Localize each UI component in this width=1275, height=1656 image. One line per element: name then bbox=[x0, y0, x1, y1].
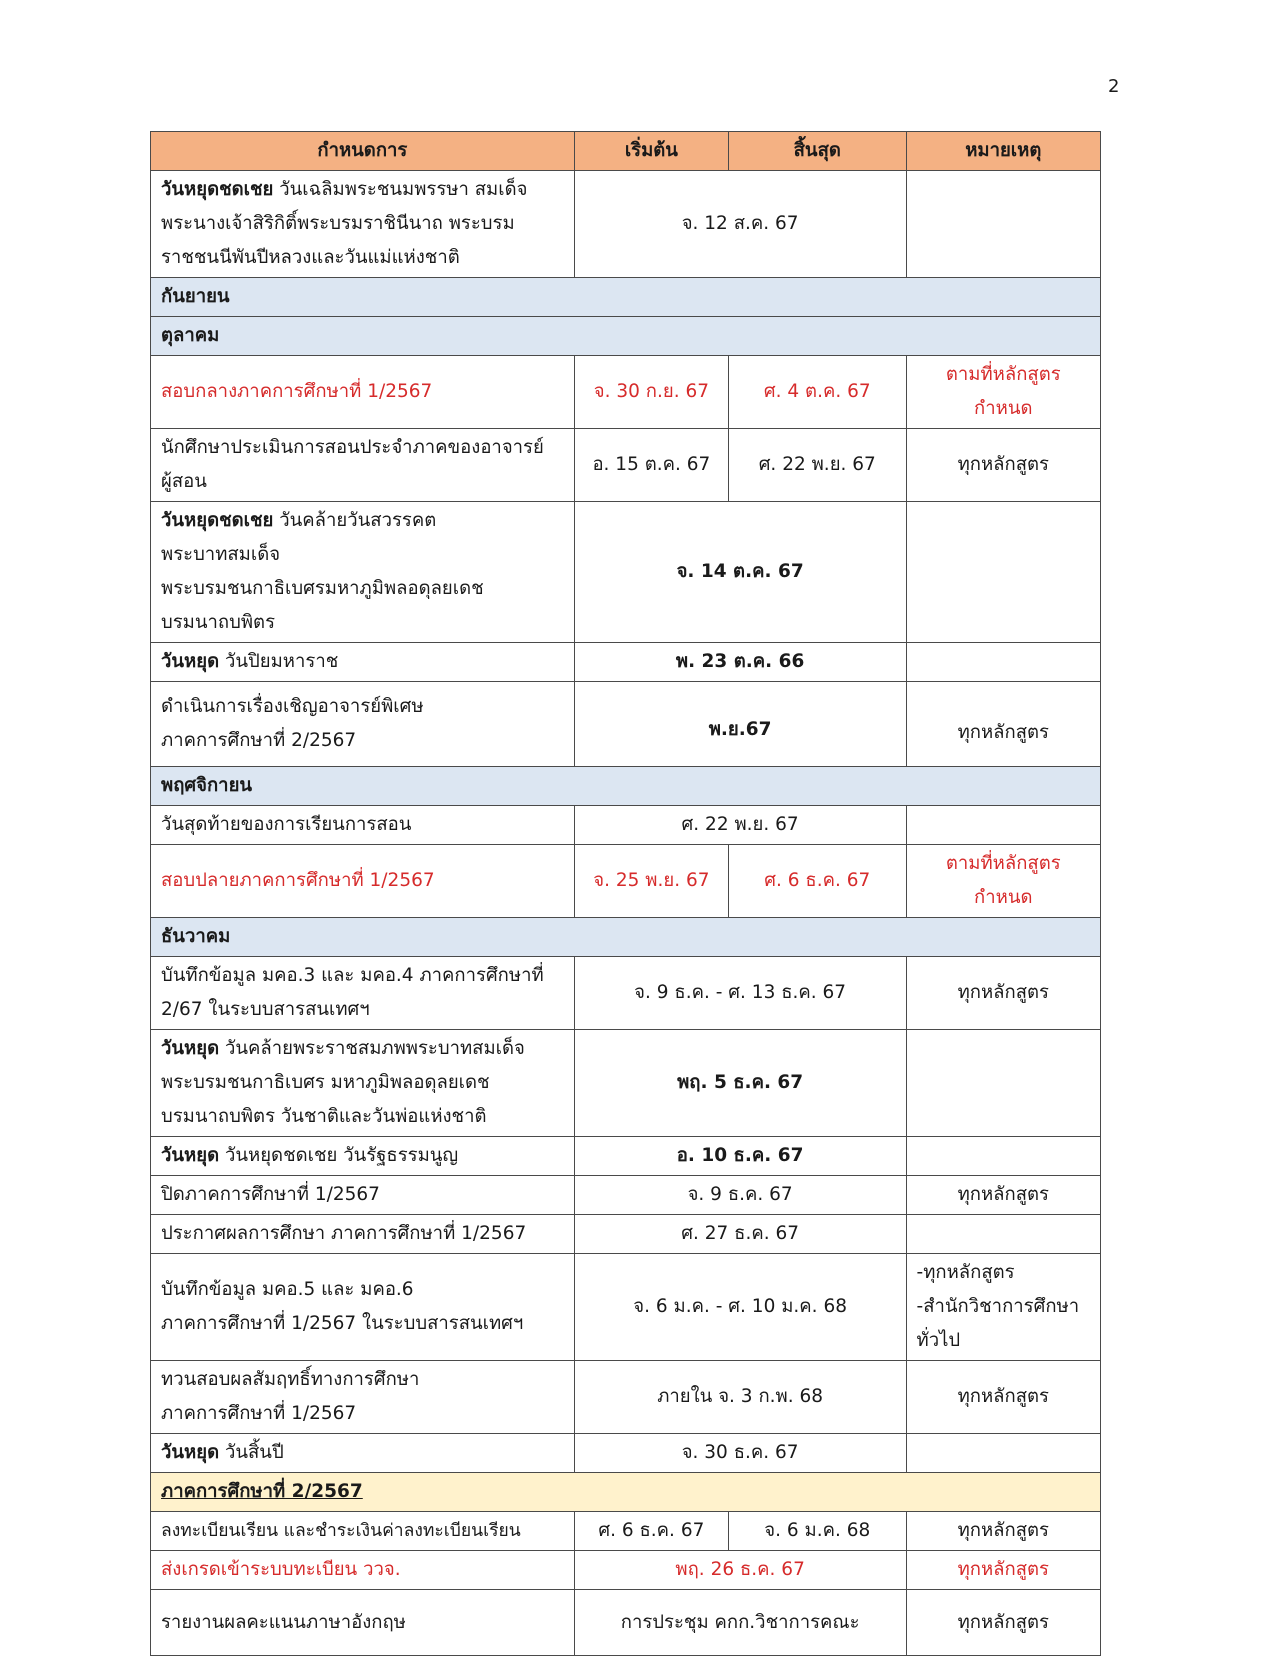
task-cell bbox=[151, 502, 575, 643]
note-cell bbox=[906, 171, 1100, 278]
semester-label-cell bbox=[151, 1473, 1101, 1512]
table-row bbox=[151, 845, 1101, 918]
end-date-cell: ศ. 22 พ.ย. 67 bbox=[729, 429, 907, 502]
end-date-cell: ศ. 6 ธ.ค. 67 bbox=[729, 845, 907, 918]
end-date-cell: จ. 6 ม.ค. 68 bbox=[729, 1512, 907, 1551]
table-row bbox=[151, 806, 1101, 845]
note-text: ทั่วไป bbox=[916, 1330, 961, 1351]
task-cell bbox=[151, 1434, 575, 1473]
month-label: กันยายน bbox=[151, 278, 1101, 317]
task-text: พระนางเจ้าสิริกิติ์พระบรมราชินีนาถ พระบรม bbox=[161, 213, 515, 234]
table-row bbox=[151, 1590, 1101, 1656]
semester-label: ภาคการศึกษาที่ 2/2567 bbox=[161, 1481, 363, 1502]
date-cell: อ. 10 ธ.ค. 67 bbox=[574, 1137, 906, 1176]
date-cell: พ. 23 ต.ค. 66 bbox=[574, 643, 906, 682]
task-text: บันทึกข้อมูล มคอ.5 และ มคอ.6 bbox=[161, 1279, 414, 1300]
note-text: กำหนด bbox=[974, 398, 1033, 419]
note-text: -ทุกหลักสูตร bbox=[916, 1262, 1015, 1283]
task-text: ดำเนินการเรื่องเชิญอาจารย์พิเศษ bbox=[161, 696, 424, 717]
task-cell: ประกาศผลการศึกษา ภาคการศึกษาที่ 1/2567 bbox=[151, 1215, 575, 1254]
note-text: ตามที่หลักสูตร bbox=[945, 364, 1061, 385]
table-row bbox=[151, 1030, 1101, 1137]
task-cell: ลงทะเบียนเรียน และชำระเงินค่าลงทะเบียนเรียน bbox=[151, 1512, 575, 1551]
month-row-october bbox=[151, 317, 1101, 356]
task-cell: สอบปลายภาคการศึกษาที่ 1/2567 bbox=[151, 845, 575, 918]
note-cell bbox=[906, 356, 1100, 429]
note-cell bbox=[906, 1434, 1100, 1473]
date-cell: จ. 9 ธ.ค. - ศ. 13 ธ.ค. 67 bbox=[574, 957, 906, 1030]
date-cell: พฤ. 26 ธ.ค. 67 bbox=[574, 1551, 906, 1590]
task-cell: วันสุดท้ายของการเรียนการสอน bbox=[151, 806, 575, 845]
note-cell bbox=[906, 1137, 1100, 1176]
holiday-label: วันหยุด bbox=[161, 651, 220, 672]
note-cell: ทุกหลักสูตร bbox=[906, 682, 1100, 767]
holiday-label: วันหยุด bbox=[161, 1038, 220, 1059]
task-text: พระบรมชนกาธิเบศรมหาภูมิพลอดุลยเดช bbox=[161, 578, 484, 599]
table-row bbox=[151, 1551, 1101, 1590]
task-cell bbox=[151, 171, 575, 278]
holiday-label: วันหยุดชดเชย bbox=[161, 179, 274, 200]
task-text: ทวนสอบผลสัมฤทธิ์ทางการศึกษา bbox=[161, 1369, 420, 1390]
holiday-label: วันหยุด bbox=[161, 1145, 220, 1166]
task-cell bbox=[151, 1137, 575, 1176]
header-note: หมายเหตุ bbox=[906, 132, 1100, 171]
task-cell bbox=[151, 1254, 575, 1361]
task-text: นักศึกษาประเมินการสอนประจำภาคของอาจารย์ bbox=[161, 437, 544, 458]
date-cell: จ. 30 ธ.ค. 67 bbox=[574, 1434, 906, 1473]
table-row bbox=[151, 1215, 1101, 1254]
month-row-december bbox=[151, 918, 1101, 957]
task-cell: ปิดภาคการศึกษาที่ 1/2567 bbox=[151, 1176, 575, 1215]
month-label: พฤศจิกายน bbox=[151, 767, 1101, 806]
date-cell: จ. 12 ส.ค. 67 bbox=[574, 171, 906, 278]
date-cell: พฤ. 5 ธ.ค. 67 bbox=[574, 1030, 906, 1137]
note-cell bbox=[906, 845, 1100, 918]
task-text: บันทึกข้อมูล มคอ.3 และ มคอ.4 ภาคการศึกษาที่ bbox=[161, 965, 544, 986]
task-text: วันคล้ายวันสวรรคต bbox=[279, 510, 437, 531]
note-cell: ทุกหลักสูตร bbox=[906, 1551, 1100, 1590]
task-text: พระบาทสมเด็จ bbox=[161, 544, 281, 565]
note-cell bbox=[906, 1030, 1100, 1137]
semester-row bbox=[151, 1473, 1101, 1512]
month-row-november bbox=[151, 767, 1101, 806]
table-row bbox=[151, 171, 1101, 278]
table-row bbox=[151, 1512, 1101, 1551]
header-task: กำหนดการ bbox=[151, 132, 575, 171]
table-header-row bbox=[151, 132, 1101, 171]
table-row bbox=[151, 1434, 1101, 1473]
note-cell bbox=[906, 1215, 1100, 1254]
date-cell: ศ. 22 พ.ย. 67 bbox=[574, 806, 906, 845]
task-text: วันคล้ายพระราชสมภพพระบาทสมเด็จ bbox=[224, 1038, 525, 1059]
start-date-cell: จ. 30 ก.ย. 67 bbox=[574, 356, 728, 429]
header-start: เริ่มต้น bbox=[574, 132, 728, 171]
note-text: กำหนด bbox=[974, 887, 1033, 908]
task-text: 2/67 ในระบบสารสนเทศฯ bbox=[161, 999, 370, 1020]
task-cell bbox=[151, 643, 575, 682]
start-date-cell: อ. 15 ต.ค. 67 bbox=[574, 429, 728, 502]
month-label: ตุลาคม bbox=[151, 317, 1101, 356]
date-cell: การประชุม คกก.วิชาการคณะ bbox=[574, 1590, 906, 1656]
note-cell: ทุกหลักสูตร bbox=[906, 1361, 1100, 1434]
note-text: ตามที่หลักสูตร bbox=[945, 853, 1061, 874]
task-text: วันเฉลิมพระชนมพรรษา สมเด็จ bbox=[279, 179, 528, 200]
task-cell bbox=[151, 682, 575, 767]
month-row-september bbox=[151, 278, 1101, 317]
table-row bbox=[151, 502, 1101, 643]
end-date-cell: ศ. 4 ต.ค. 67 bbox=[729, 356, 907, 429]
date-cell: จ. 6 ม.ค. - ศ. 10 ม.ค. 68 bbox=[574, 1254, 906, 1361]
task-text: บรมนาถบพิตร bbox=[161, 612, 275, 633]
task-text: พระบรมชนกาธิเบศร มหาภูมิพลอดุลยเดช bbox=[161, 1072, 490, 1093]
date-cell: ภายใน จ. 3 ก.พ. 68 bbox=[574, 1361, 906, 1434]
holiday-label: วันหยุด bbox=[161, 1442, 220, 1463]
task-cell bbox=[151, 1030, 575, 1137]
note-cell bbox=[906, 643, 1100, 682]
table-row bbox=[151, 1137, 1101, 1176]
table-row bbox=[151, 356, 1101, 429]
table-row bbox=[151, 643, 1101, 682]
task-text: ผู้สอน bbox=[161, 471, 207, 492]
note-cell: ทุกหลักสูตร bbox=[906, 1512, 1100, 1551]
academic-calendar-table bbox=[150, 131, 1101, 1656]
date-cell: ศ. 27 ธ.ค. 67 bbox=[574, 1215, 906, 1254]
date-cell: พ.ย.67 bbox=[574, 682, 906, 767]
task-text: ภาคการศึกษาที่ 1/2567 bbox=[161, 1403, 357, 1424]
task-text: ภาคการศึกษาที่ 1/2567 ในระบบสารสนเทศฯ bbox=[161, 1313, 524, 1334]
note-cell bbox=[906, 1254, 1100, 1361]
note-text: -สำนักวิชาการศึกษา bbox=[916, 1296, 1080, 1317]
task-cell: รายงานผลคะแนนภาษาอังกฤษ bbox=[151, 1590, 575, 1656]
task-text: ภาคการศึกษาที่ 2/2567 bbox=[161, 730, 357, 751]
table-row bbox=[151, 1254, 1101, 1361]
note-cell: ทุกหลักสูตร bbox=[906, 429, 1100, 502]
task-cell bbox=[151, 1361, 575, 1434]
task-text: ราชชนนีพันปีหลวงและวันแม่แห่งชาติ bbox=[161, 247, 460, 268]
note-cell: ทุกหลักสูตร bbox=[906, 957, 1100, 1030]
note-cell: ทุกหลักสูตร bbox=[906, 1176, 1100, 1215]
task-text: วันสิ้นปี bbox=[224, 1442, 284, 1463]
page-number: 2 bbox=[1108, 76, 1120, 97]
note-cell bbox=[906, 502, 1100, 643]
header-end: สิ้นสุด bbox=[729, 132, 907, 171]
date-cell: จ. 14 ต.ค. 67 bbox=[574, 502, 906, 643]
table-row bbox=[151, 1176, 1101, 1215]
task-cell bbox=[151, 429, 575, 502]
task-text: บรมนาถบพิตร วันชาติและวันพ่อแห่งชาติ bbox=[161, 1106, 487, 1127]
note-cell bbox=[906, 806, 1100, 845]
month-label: ธันวาคม bbox=[151, 918, 1101, 957]
task-cell: ส่งเกรดเข้าระบบทะเบียน ววจ. bbox=[151, 1551, 575, 1590]
table-row bbox=[151, 1361, 1101, 1434]
table-row bbox=[151, 957, 1101, 1030]
table-row bbox=[151, 682, 1101, 767]
task-cell bbox=[151, 957, 575, 1030]
task-text: วันหยุดชดเชย วันรัฐธรรมนูญ bbox=[224, 1145, 459, 1166]
task-text: วันปิยมหาราช bbox=[224, 651, 339, 672]
holiday-label: วันหยุดชดเชย bbox=[161, 510, 274, 531]
task-cell: สอบกลางภาคการศึกษาที่ 1/2567 bbox=[151, 356, 575, 429]
note-cell: ทุกหลักสูตร bbox=[906, 1590, 1100, 1656]
start-date-cell: ศ. 6 ธ.ค. 67 bbox=[574, 1512, 728, 1551]
table-row bbox=[151, 429, 1101, 502]
date-cell: จ. 9 ธ.ค. 67 bbox=[574, 1176, 906, 1215]
start-date-cell: จ. 25 พ.ย. 67 bbox=[574, 845, 728, 918]
